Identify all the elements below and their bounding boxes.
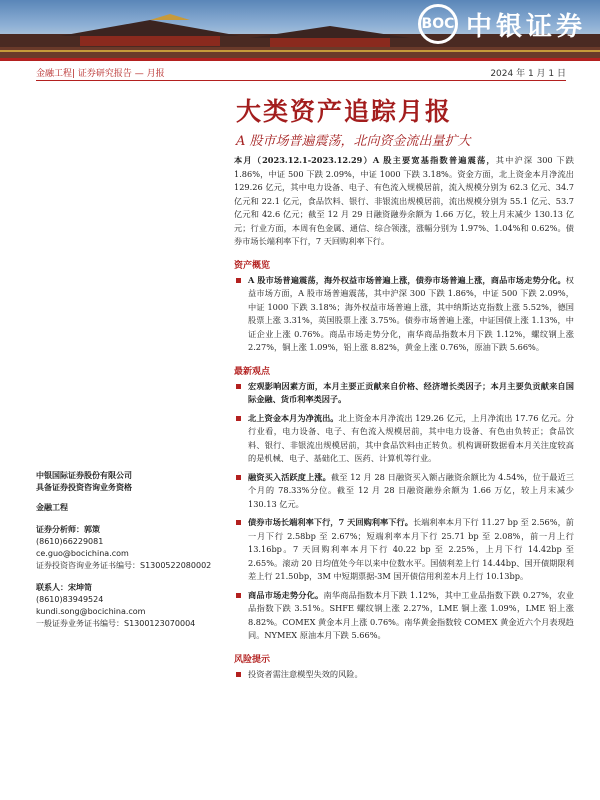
overview-text: 权益市场方面，A 股市场普遍震荡，其中沪深 300 下跌 1.86%，中证 500 下跌 2.09%，中证 1000 下跌 3.18%；海外权益市场普遍上涨，其中纳斯达克指数上涨 5.52%，德国股票上涨 3.31%，英国股票上涨 3.75%。债券市场普遍上涨，中证国债上涨 1.13%，中证企业上涨 0.76%。商品市场走势分化，南华商品指数本月下跌 1.12%，螺纹钢上涨 2.27%，铜上涨 1.09%，铝上涨 8.82%，黄金上涨 0.76%，原油下跌 5.66%。 [248, 274, 574, 352]
section-risk-heading: 风险提示 [234, 654, 271, 665]
summary-text: 其中沪深 300 下跌 1.86%，中证 500 下跌 2.09%，中证 1000 下跌 3.18%。资金方面，北上资金本月净流出 129.26 亿元，其中电力设备、电子、有色流入规模居前，流入规模分别为 62.3 亿元、34.7 亿元和 22.1 亿元，食品饮料、银行、非银流出规模居前，流出规模分别为 55.1 亿元、53.7 亿元和 42.6 亿元；截至 12 月 29 日融资融券余额为 1.66 万亿，较上月末减少 130.13 亿元；行业方面，本周有色金属、通信、综合领涨，涨幅分别为 1.97%、1.04%和 0.62%。债券市场长端利率下行，7 天回购利率下行。 [234, 155, 574, 246]
risk-bullet [234, 668, 574, 682]
contact-cert: 一般证券业务证书编号：S1300123070004 [36, 619, 196, 628]
contact-email[interactable]: kundi.song@bocichina.com [36, 607, 146, 616]
overview-bold: A 股市场普遍震荡，海外权益市场普遍上涨，债券市场普遍上涨，商品市场走势分化。 [248, 274, 566, 285]
report-category: 金融工程| 证券研究报告 — 月报 [36, 68, 165, 79]
header-banner [0, 0, 600, 58]
logo-text: 中银证券 [465, 11, 586, 42]
report-subheader [36, 64, 566, 80]
header-divider [0, 58, 600, 61]
bank-logo [418, 4, 586, 44]
analyst-block [36, 524, 216, 572]
view-bullet-margin [234, 471, 574, 512]
report-date: 2024 年 1 月 1 日 [490, 68, 566, 79]
analyst-email[interactable]: ce.guo@bocichina.com [36, 549, 129, 558]
contact-name: 联系人：宋坤笥 [36, 583, 92, 592]
section-overview-heading: 资产概览 [234, 260, 271, 271]
view-bold: 宏观影响因素方面，本月主要正贡献来自价格、经济增长类因子；本月主要负贡献来自国际金融、货币利率类因子。 [248, 380, 574, 404]
view-text: 长端利率本月下行 11.27 bp 至 2.56%，前一月下行 2.58bp 至 2.67%；短端利率本月下行 25.71 bp 至 2.08%，前一月上行 13.16bp。7 天回购利率本月下行 40.22 bp 至 2.25%，上月下行 14.42bp 至 2.65%。滚动 20 日均值处今年以来中位数水平。国债利差上行 14.44bp、国开债期限利差上行 21.50bp，3M 中短期票据-3M 国开债信用利差本月上行 10.13bp。 [248, 517, 574, 581]
department: 金融工程 [36, 503, 68, 512]
section-views-heading: 最新观点 [234, 366, 271, 377]
analyst-name: 证券分析师：郭策 [36, 525, 100, 534]
view-bullet-bond [234, 516, 574, 584]
view-bullet-macro [234, 380, 574, 407]
sidebar-info [36, 470, 216, 630]
logo-mark-icon: BOC [418, 4, 458, 44]
report-subtitle: A 股市场普遍震荡，北向资金流出量扩大 [236, 134, 471, 149]
view-bullet-commodity [234, 589, 574, 643]
summary-bold: 本月（2023.12.1-2023.12.29）A 股主要宽基指数普遍震荡， [234, 155, 496, 165]
overview-bullet [234, 274, 574, 355]
risk-text: 投资者需注意模型失效的风险。 [248, 668, 363, 679]
view-text: 南华商品指数本月下跌 1.12%，其中工业品指数下跌 0.27%，农业品指数下跌 3.51%。SHFE 螺纹钢上涨 2.27%，LME 铜上涨 1.09%，LME 铝上涨 8.82%。COMEX 黄金本月上涨 0.76%。南华黄金指数较 COMEX 黄金近六个月表现趋同。NYMEX 原油本月下跌 5.66%。 [248, 589, 574, 640]
view-bold: 商品市场走势分化。 [248, 589, 324, 600]
analyst-cert: 证券投资咨询业务证书编号：S1300522080002 [36, 561, 212, 570]
contact-phone: (8610)83949524 [36, 595, 104, 604]
view-text: 北上资金本月净流出 129.26 亿元，上月净流出 17.76 亿元。分行业看，电力设备、电子、有色流入规模居前，其中电力设备、有色由负转正；食品饮料、银行、非银流出规模居前，其中食品饮料由正转负。机构调研数据看本月关注度较高的是机械、电子、基础化工、医药、计算机等行业。 [248, 412, 574, 463]
summary-paragraph [234, 154, 574, 249]
view-text: 截至 12 月 28 日融资买入额占融资余额比为 4.54%，位于最近三个月的 78.33%分位。截至 12 月 28 日融资融券余额为 1.66 万亿，较上月末减少 130.13 亿元。 [248, 471, 574, 509]
analyst-phone: (8610)66229081 [36, 537, 104, 546]
view-bold: 融资买入活跃度上涨。 [248, 471, 331, 482]
contact-block [36, 582, 216, 630]
report-title: 大类资产追踪月报 [236, 97, 453, 126]
org-name: 中银国际证券股份有限公司 [36, 471, 132, 480]
view-bold: 债券市场长端利率下行，7 天回购利率下行。 [248, 517, 413, 527]
main-content [234, 154, 574, 686]
view-bold: 北上资金本月为净流出。 [248, 412, 339, 423]
org-qualification: 具备证券投资咨询业务资格 [36, 483, 132, 492]
view-bullet-northbound [234, 412, 574, 466]
subheader-divider [36, 80, 566, 81]
